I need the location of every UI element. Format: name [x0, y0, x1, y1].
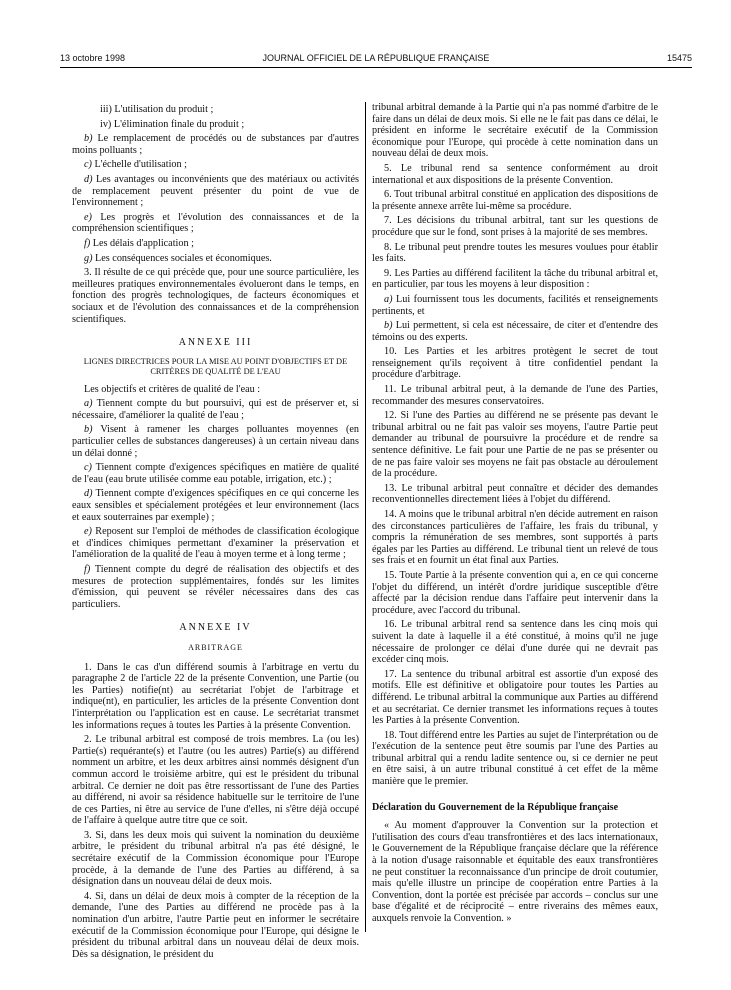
- paragraph: Les objectifs et critères de qualité de l'eau :: [84, 383, 261, 395]
- column-divider: [365, 102, 366, 932]
- annex-4-subtitle: ARBITRAGE: [188, 642, 243, 652]
- list-item: d) Les avantages ou inconvénients que des matériaux ou activités de remplacement peuvent présenter du point de vue de l'environnement ;: [72, 173, 359, 209]
- paragraph: 14. A moins que le tribunal arbitral n'en décide autrement en raison des circonstances particulières de l'affaire, les frais du tribunal, y compris la rémunération de ses membres, sont supportés à parts égales par les Parties au différend. Le tribunal tient un relevé de tous ses frais et en fournit un état final aux Parties.: [372, 509, 658, 567]
- paragraph: 17. La sentence du tribunal arbitral est assortie d'un exposé des motifs. Elle est définitive et obligatoire pour toutes les Parties au différend. Le tribunal arbitral la communique aux Parties au différend et au secrétariat. Ce dernier transmet les informations reçues à toutes les Parties à la présente Convention.: [372, 668, 658, 727]
- list-item: iii) L'utilisation du produit ;: [100, 104, 214, 115]
- list-item: f) Les délais d'application ;: [84, 237, 194, 249]
- list-item: iv) L'élimination finale du produit ;: [100, 118, 245, 130]
- list-item: b) Visent à ramener les charges polluantes moyennes (en particulier celles de substances dangereuses) à un certain niveau dans un délai donné ;: [72, 424, 359, 459]
- declaration-text: « Au moment d'approuver la Convention sur la protection et l'utilisation des cours d'eau transfrontières et des lacs internationaux, le Gouvernement de la République française déclare que la référence à la notion d'usage raisonnable et équitable des eaux transfrontières ne peut constituer la reconnaissance d'un principe de droit coutumier, mais qu'elle illustre un principe de coopération entre Parties à la Convention, dont la portée est précisée par accords – conclus sur une base d'égalité et de réciprocité – entre riverains des mêmes eaux, auxquels renvoie la Convention. »: [372, 820, 658, 924]
- list-item: e) Les progrès et l'évolution des connaissances et de la compréhension scientifiques ;: [72, 211, 359, 235]
- list-item: b) Le remplacement de procédés ou de substances par d'autres moins polluants ;: [72, 133, 359, 156]
- list-item: a) Lui fournissent tous les documents, facilités et renseignements pertinents, et: [372, 293, 658, 317]
- paragraph: 18. Tout différend entre les Parties au sujet de l'interprétation ou de l'exécution de la sentence peut être soumis par l'une des Parties au tribunal arbitral qui a rendu ladite sentence ou, si ce dernier ne peut en être saisi, à un autre tribunal constitué à cet effet de la même manière que le premier.: [372, 729, 658, 788]
- paragraph: 5. Le tribunal rend sa sentence conformément au droit international et aux dispositions de la présente Convention.: [372, 162, 658, 186]
- paragraph: 7. Les décisions du tribunal arbitral, tant sur les questions de procédure que sur le fond, sont prises à la majorité de ses membres.: [372, 215, 658, 238]
- paragraph: 16. Le tribunal arbitral rend sa sentence dans les cinq mois qui suivent la date à laquelle il a été constitué, à moins qu'il ne juge nécessaire de prolonger ce délai d'une durée qui ne devrait pas excéder cinq mois.: [372, 619, 658, 666]
- page-number: 15475: [666, 53, 692, 63]
- paragraph: tribunal arbitral demande à la Partie qui n'a pas nommé d'arbitre de le faire dans un délai de deux mois. Si elle ne le fait pas dans ce délai, le président en informe le secrétaire exécutif de la Commission économique pour l'Europe, qui procède à cette nomination dans un nouveau délai de deux mois.: [372, 102, 658, 160]
- declaration-title: Déclaration du Gouvernement de la République française: [372, 801, 619, 813]
- paragraph: 12. Si l'une des Parties au différend ne se présente pas devant le tribunal arbitral ou ne fait pas valoir ses moyens, l'autre Partie peut demander au tribunal de poursuivre la procédure et de rendre sa sentence définitive. Le fait pour une Partie de ne pas se présenter ou de ne pas faire valoir ses moyens ne fait pas obstacle au déroulement de la procédure.: [372, 410, 658, 480]
- paragraph: 6. Tout tribunal arbitral constitué en application des dispositions de la présente annexe arrête lui-même sa procédure.: [372, 189, 658, 212]
- paragraph: 3. Il résulte de ce qui précède que, pour une source particulière, les meilleures pratiques environnementales évolueront dans le temps, en fonction des progrès technologiques, de facteurs économiques et sociaux et de l'évolution des connaissances et de la compréhension scientifiques.: [72, 267, 359, 325]
- header-rule: [60, 67, 692, 68]
- journal-title: JOURNAL OFFICIEL DE LA RÉPUBLIQUE FRANÇAISE: [262, 53, 490, 63]
- paragraph: 9. Les Parties au différend facilitent la tâche du tribunal arbitral et, en particulier, par tous les moyens à leur disposition :: [372, 267, 658, 291]
- paragraph: 4. Si, dans un délai de deux mois à compter de la réception de la demande, l'une des Parties au différend ne procède pas à la nomination d'un arbitre, l'autre Partie peut en informer le secrétaire exécutif de la Commission économique pour l'Europe, qui désigne le président du tribunal arbitral dans un nouveau délai de deux mois. Dès sa désignation, le président du: [72, 890, 359, 960]
- issue-date: 13 octobre 1998: [60, 53, 126, 63]
- left-column: [72, 104, 359, 963]
- paragraph: 1. Dans le cas d'un différend soumis à l'arbitrage en vertu du paragraphe 2 de l'article 22 de la présente Convention, une Partie (ou les Parties) notifie(nt) au secrétariat l'objet de l'arbitrage et indique(nt), en particulier, les articles de la présente Convention dont l'interprétation ou l'application est en cause. Le secrétariat transmet les informations reçues à toutes les Parties à la présente Convention.: [72, 661, 359, 731]
- paragraph: 3. Si, dans les deux mois qui suivent la nomination du deuxième arbitre, le président du tribunal arbitral n'a pas été désigné, le secrétaire exécutif de la Commission économique pour l'Europe procède, à la demande de l'une des Parties au différend, à sa désignation dans un nouveau délai de deux mois.: [72, 829, 359, 888]
- list-item: d) Tiennent compte d'exigences spécifiques en ce qui concerne les eaux sensibles et spécialement protégées et leur environnement (lacs et eaux souterraines par exemple) ;: [72, 488, 359, 523]
- right-column: [372, 102, 658, 928]
- annex-3-title: ANNEXE III: [178, 337, 253, 349]
- list-item: g) Les conséquences sociales et économiques.: [84, 252, 272, 264]
- paragraph: 11. Le tribunal arbitral peut, à la demande de l'une des Parties, recommander des mesures conservatoires.: [372, 384, 658, 407]
- list-item: c) L'échelle d'utilisation ;: [84, 159, 187, 171]
- list-item: a) Tiennent compte du but poursuivi, qui est de préserver et, si nécessaire, d'améliorer la qualité de l'eau ;: [72, 398, 359, 421]
- list-item: e) Reposent sur l'emploi de méthodes de classification écologique et d'indices chimiques permettant d'examiner la préservation et l'amélioration de la qualité de l'eau à moyen terme et à long terme ;: [72, 526, 359, 561]
- annex-4-title: ANNEXE IV: [179, 622, 252, 634]
- paragraph: 10. Les Parties et les arbitres protègent le secret de tout renseignement qu'ils reçoivent à titre confidentiel pendant la procédure d'arbitrage.: [372, 346, 658, 381]
- list-item: f) Tiennent compte du degré de réalisation des objectifs et des mesures de protection supplémentaires, fondés sur les limites d'émission, qui peuvent se révéler nécessaires dans des cas particuliers.: [72, 564, 359, 610]
- list-item: c) Tiennent compte d'exigences spécifiques en matière de qualité de l'eau (eau brute utilisée comme eau potable, irrigation, etc.) ;: [72, 462, 359, 485]
- paragraph: 15. Toute Partie à la présente convention qui a, en ce qui concerne l'objet du différend, un intérêt d'ordre juridique susceptible d'être affecté par la décision rendue dans l'affaire peut intervenir dans la procédure, avec l'accord du tribunal.: [372, 569, 658, 616]
- page-header: [60, 53, 692, 67]
- annex-3-subtitle: LIGNES DIRECTRICES POUR LA MISE AU POINT D'OBJECTIFS ET DE CRITÈRES DE QUALITÉ DE L'EAU: [83, 356, 348, 377]
- paragraph: 13. Le tribunal arbitral peut connaître et décider des demandes reconventionnelles directement liées à l'objet du différend.: [372, 482, 658, 506]
- paragraph: 8. Le tribunal peut prendre toutes les mesures voulues pour établir les faits.: [372, 241, 658, 265]
- list-item: b) Lui permettent, si cela est nécessaire, de citer et d'entendre des témoins ou des experts.: [372, 320, 658, 343]
- paragraph: 2. Le tribunal arbitral est composé de trois membres. La (ou les) Partie(s) requérante(s) et l'autre (ou les autres) Partie(s) au différend nomment un arbitre, et les deux arbitres ainsi nommés désignent d'un commun accord le troisième arbitre, qui est le président du tribunal arbitral. Ce dernier ne doit pas être ressortissant de l'une des Parties au différend, ni avoir sa résidence habituelle sur le territoire de l'une de ces Parties, ni être au service de l'une d'elles, ni s'être déjà occupé de l'affaire à quelque autre titre que ce soit.: [72, 734, 359, 827]
